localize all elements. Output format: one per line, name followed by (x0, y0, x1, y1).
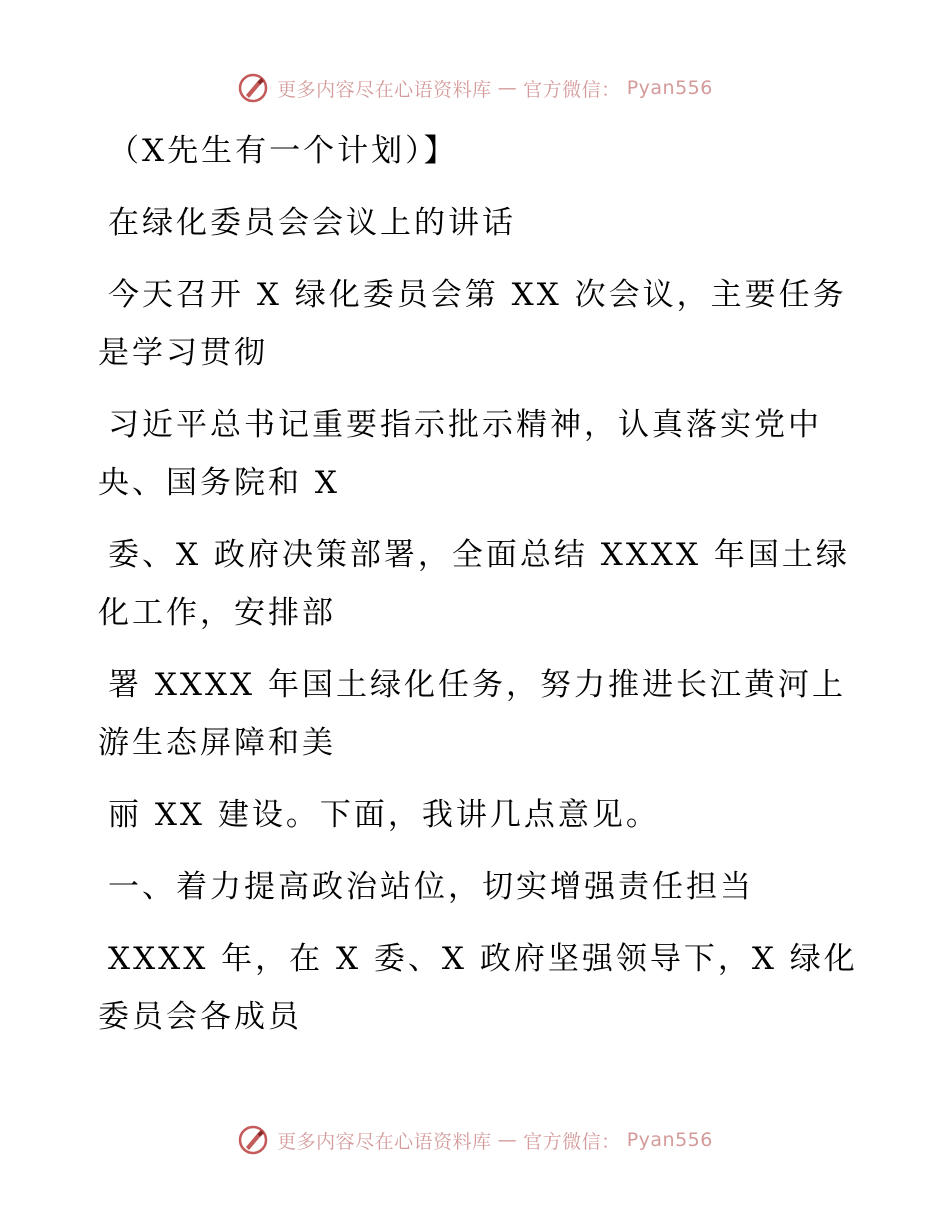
pen-logo-icon (237, 72, 269, 104)
watermark-account: Pyan556 (626, 77, 713, 99)
document-line: 今天召开 X 绿化委员会第 XX 次会议，主要任务 (108, 277, 847, 313)
document-line: 是学习贯彻 (98, 335, 268, 371)
paragraph-title (98, 194, 858, 252)
document-line: （X先生有一个计划）】 (108, 133, 458, 169)
paragraph-heading-1 (98, 858, 858, 916)
paragraph-8 (98, 930, 858, 1046)
watermark-suffix: 官方微信： (523, 1130, 621, 1153)
document-body (98, 122, 858, 1046)
paragraph-5 (98, 656, 858, 772)
document-line: 丽 XX 建设。下面，我讲几点意见。 (108, 797, 660, 833)
document-line: 化工作，安排部 (98, 595, 336, 631)
document-line: 委、X 政府决策部署，全面总结 XXXX 年国土绿 (108, 537, 850, 573)
document-line: 委员会各成员 (98, 999, 302, 1035)
document-line: 署 XXXX 年国土绿化任务，努力推进长江黄河上 (108, 667, 846, 703)
watermark-suffix: 官方微信： (523, 78, 621, 101)
document-line: 游生态屏障和美 (98, 725, 336, 761)
section-heading: 一、着力提高政治站位，切实增强责任担当 (108, 869, 754, 905)
watermark-dash: — (497, 1129, 518, 1151)
watermark-brand: 更多内容尽在心语资料库 (277, 1130, 492, 1153)
paragraph-0 (98, 122, 858, 180)
document-line: XXXX 年，在 X 委、X 政府坚强领导下，X 绿化 (108, 941, 858, 977)
watermark-account: Pyan556 (626, 1129, 713, 1151)
watermark-footer (0, 1124, 950, 1156)
document-line: 习近平总书记重要指示批示精神，认真落实党中 (108, 407, 822, 443)
document-title: 在绿化委员会会议上的讲话 (108, 205, 516, 241)
watermark-dash: — (497, 77, 518, 99)
paragraph-3 (98, 396, 858, 512)
watermark-header (0, 72, 950, 104)
pen-logo-icon (237, 1124, 269, 1156)
paragraph-2 (98, 266, 858, 382)
paragraph-4 (98, 526, 858, 642)
watermark-brand: 更多内容尽在心语资料库 (277, 78, 492, 101)
paragraph-6 (98, 786, 858, 844)
document-line: 央、国务院和 X (98, 465, 340, 501)
